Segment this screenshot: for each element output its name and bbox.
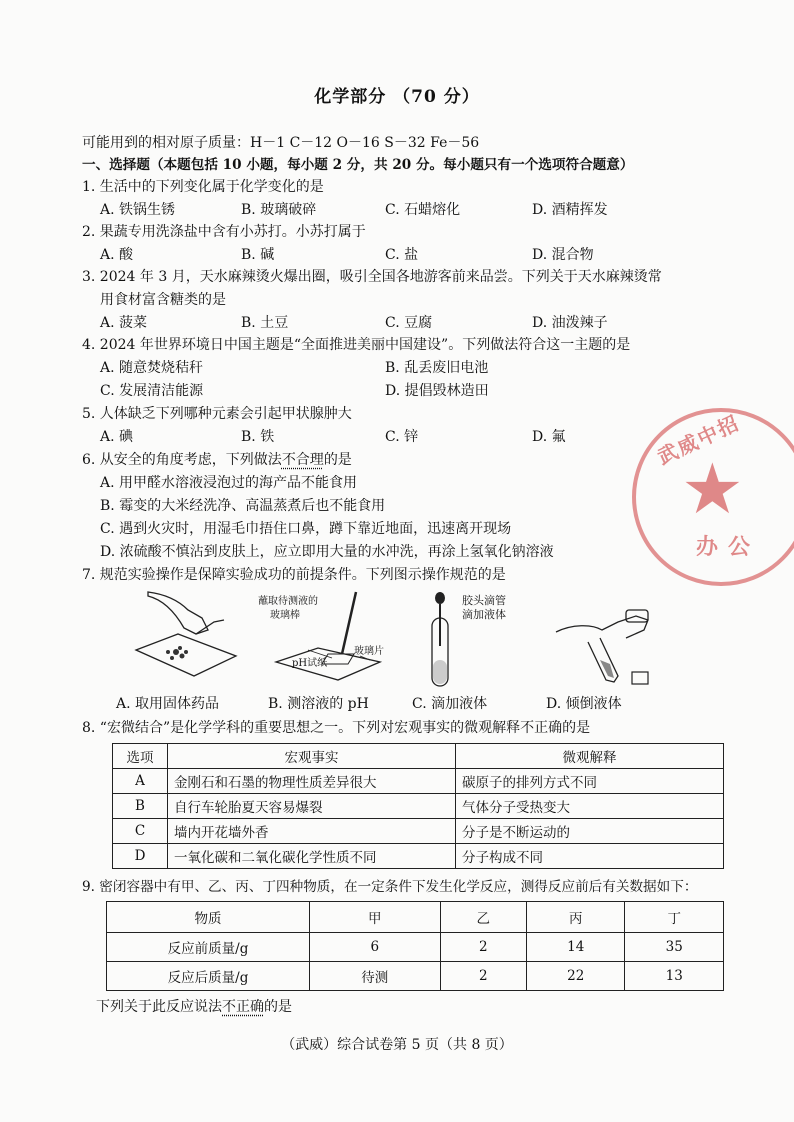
q8-table (112, 743, 724, 869)
q5-stem: 5. 人体缺乏下列哪种元素会引起甲状腺肿大 (82, 406, 352, 422)
q7-option-d: D. 倾倒液体 (546, 696, 622, 712)
q8-stem (82, 719, 590, 737)
figure-b-rod-label: 蘸取待测液的 (258, 596, 318, 607)
q9-header-ding: 丁 (625, 902, 724, 933)
q9-header-yi: 乙 (440, 902, 526, 933)
q8-cell-fact: 一氧化碳和二氧化碳化学性质不同 (168, 844, 456, 869)
figure-c-dropper-label-2: 滴加液体 (462, 608, 506, 621)
table-row (113, 794, 724, 819)
q4-option-b: B. 乱丢废旧电池 (385, 360, 489, 376)
atomic-mass-line: 可能用到的相对原子质量：H－1 C－12 O－16 S－32 Fe－56 (82, 135, 480, 151)
q4-option-c: C. 发展清洁能源 (100, 383, 204, 399)
q9-after-post: 的是 (264, 999, 292, 1015)
q8-table-header-row (113, 744, 724, 769)
page-footer: （武威）综合试卷第 5 页（共 8 页） (281, 1037, 513, 1053)
q9-table (106, 901, 724, 991)
q8-cell-explanation: 气体分子受热变大 (456, 794, 724, 819)
q9-header-jia: 甲 (310, 902, 441, 933)
q1-option-b: B. 玻璃破碎 (241, 202, 317, 218)
table-row (107, 962, 724, 991)
q9-cell-bing: 14 (526, 933, 625, 962)
figure-b-paper-label: pH试纸 (292, 658, 328, 669)
q7-option-a: A. 取用固体药品 (116, 696, 220, 712)
q2-option-d: D. 混合物 (532, 247, 594, 263)
q1-option-a: A. 铁锅生锈 (100, 202, 176, 218)
table-row (113, 819, 724, 844)
q7-stem: 7. 规范实验操作是保障实验成功的前提条件。下列图示操作规范的是 (82, 567, 506, 583)
q9-cell-ding: 13 (625, 962, 724, 991)
q9-cell-label: 反应后质量/g (107, 962, 310, 991)
q3-option-b: B. 土豆 (241, 315, 289, 331)
q8-cell-option: C (113, 819, 168, 844)
part1-heading: 一、选择题（本题包括 10 小题，每小题 2 分，共 20 分。每小题只有一个选项符合题意） (82, 157, 634, 173)
q2-option-a: A. 酸 (100, 247, 134, 263)
q9-cell-ding: 35 (625, 933, 724, 962)
q3-stem-line2: 用食材富含糖类的是 (100, 292, 226, 308)
q8-stem-emphasis: 不正确 (520, 720, 563, 736)
q3-option-c: C. 豆腐 (385, 315, 433, 331)
section-title: 化学部分 （70 分） (314, 87, 480, 107)
q8-cell-option: B (113, 794, 168, 819)
official-seal: 武威中招 ★ 办公 (632, 408, 794, 586)
q8-stem-post: 的是 (562, 720, 591, 736)
figure-a-solid-reagent (118, 590, 238, 686)
q9-cell-yi: 2 (440, 933, 526, 962)
q8-header-fact: 宏观事实 (168, 744, 456, 769)
q4-option-d: D. 提倡毁林造田 (385, 383, 489, 399)
q9-after-pre: 下列关于此反应说法 (96, 999, 222, 1015)
q2-option-b: B. 碱 (241, 247, 275, 263)
q9-cell-yi: 2 (440, 962, 526, 991)
q9-header-substance: 物质 (107, 902, 310, 933)
q3-option-d: D. 油泼辣子 (532, 315, 608, 331)
q8-cell-option: A (113, 769, 168, 794)
q4-stem: 4. 2024 年世界环境日中国主题是“全面推进美丽中国建设”。下列做法符合这一主题的是 (82, 337, 631, 353)
q1-stem: 1. 生活中的下列变化属于化学变化的是 (82, 179, 324, 195)
q9-cell-jia: 6 (310, 933, 441, 962)
q5-option-c: C. 锌 (385, 429, 419, 445)
q6-stem-emphasis: 不合理 (281, 452, 324, 468)
q3-stem-line1: 3. 2024 年 3 月，天水麻辣烫火爆出圈，吸引全国各地游客前来品尝。下列关于天水麻辣烫常 (82, 269, 662, 285)
figure-b-rod-label-2: 玻璃棒 (270, 610, 300, 621)
q9-header-bing: 丙 (526, 902, 625, 933)
q2-stem: 2. 果蔬专用洗涤盐中含有小苏打。小苏打属于 (82, 224, 366, 240)
figure-b-plate-label: 玻璃片 (354, 646, 384, 657)
q5-option-b: B. 铁 (241, 429, 275, 445)
q8-cell-fact: 墙内开花墙外香 (168, 819, 456, 844)
q4-option-a: A. 随意焚烧秸秆 (100, 360, 204, 376)
figure-c-dropper (420, 590, 460, 690)
q9-cell-label: 反应前质量/g (107, 933, 310, 962)
q6-option-c: C. 遇到火灾时，用湿毛巾捂住口鼻，蹲下靠近地面，迅速离开现场 (100, 521, 512, 537)
q3-option-a: A. 菠菜 (100, 315, 148, 331)
q8-cell-fact: 自行车轮胎夏天容易爆裂 (168, 794, 456, 819)
q9-cell-jia: 待测 (310, 962, 441, 991)
table-row (107, 933, 724, 962)
q9-after-emphasis: 不正确 (222, 999, 264, 1015)
q1-option-d: D. 酒精挥发 (532, 202, 608, 218)
q6-option-d: D. 浓硫酸不慎沾到皮肤上，应立即用大量的水冲洗，再涂上氢氧化钠溶液 (100, 544, 554, 560)
q9-cell-bing: 22 (526, 962, 625, 991)
q6-option-b: B. 霉变的大米经洗净、高温蒸煮后也不能食用 (100, 498, 386, 514)
q8-cell-fact: 金刚石和石墨的物理性质差异很大 (168, 769, 456, 794)
q8-header-option: 选项 (113, 744, 168, 769)
q8-cell-explanation: 碳原子的排列方式不同 (456, 769, 724, 794)
q6-stem-pre: 6. 从安全的角度考虑，下列做法 (82, 452, 282, 468)
q6-stem-post: 的是 (323, 452, 352, 468)
q2-option-c: C. 盐 (385, 247, 419, 263)
q8-cell-explanation: 分子构成不同 (456, 844, 724, 869)
q6-option-a: A. 用甲醛水溶液浸泡过的海产品不能食用 (100, 475, 358, 491)
q8-cell-option: D (113, 844, 168, 869)
q7-option-c: C. 滴加液体 (412, 696, 488, 712)
table-row (113, 844, 724, 869)
q8-header-explanation: 微观解释 (456, 744, 724, 769)
q9-after-text (96, 998, 292, 1016)
q5-option-d: D. 氟 (532, 429, 566, 445)
q7-option-b: B. 测溶液的 pH (268, 696, 369, 712)
figure-d-pouring (552, 594, 662, 690)
q1-option-c: C. 石蜡熔化 (385, 202, 461, 218)
q6-stem (82, 451, 352, 469)
table-row (113, 769, 724, 794)
q8-cell-explanation: 分子是不断运动的 (456, 819, 724, 844)
q5-option-a: A. 碘 (100, 429, 134, 445)
q8-stem-pre: 8. “宏微结合”是化学学科的重要思想之一。下列对宏观事实的微观解释 (82, 720, 521, 736)
figure-c-dropper-label: 胶头滴管 (462, 594, 506, 607)
q9-stem: 9. 密闭容器中有甲、乙、丙、丁四种物质，在一定条件下发生化学反应，测得反应前后有关数据如下： (82, 879, 698, 895)
q9-table-header-row (107, 902, 724, 933)
